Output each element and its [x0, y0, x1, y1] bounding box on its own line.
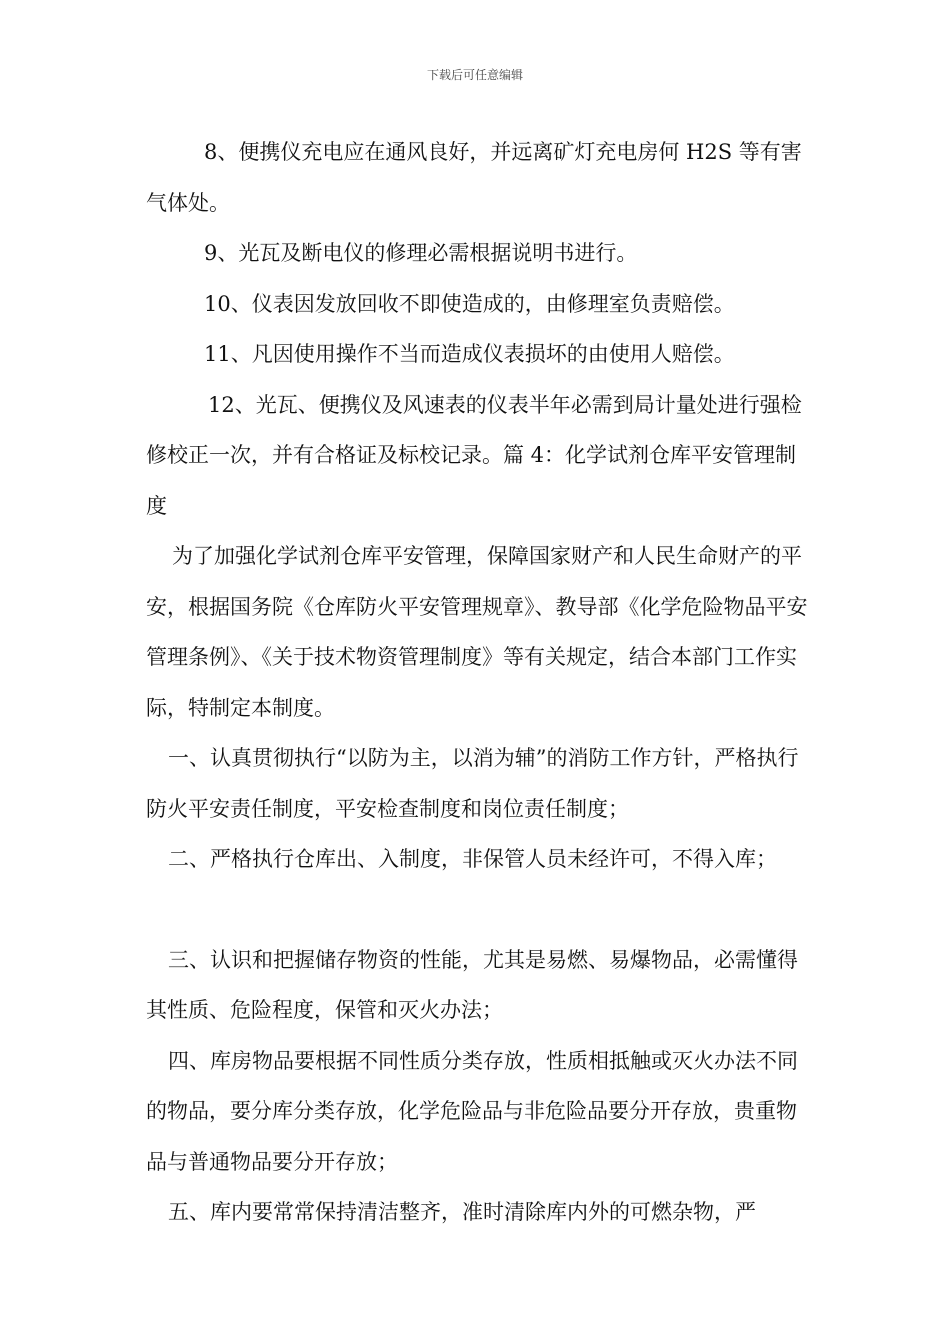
paragraph-9: 9、光瓦及断电仪的修理必需根据说明书进行。: [204, 241, 638, 265]
paragraph-item-4: 四、库房物品要根据不同性质分类存放，性质相抵触或灭火办法不同的物品，要分库分类存放，化学危险品与非危险品要分开存放，贵重物品与普通物品要分开存放；: [146, 1048, 798, 1174]
paragraph-item-2: 二、严格执行仓库出、入制度，非保管人员未经许可，不得入库；: [168, 847, 777, 871]
page-header: 下载后可任意编辑: [426, 68, 523, 82]
spacer: [146, 885, 816, 935]
paragraph-11: 11、凡因使用操作不当而造成仪表损坏的由使用人赔偿。: [204, 342, 735, 366]
paragraph-item-3: 三、认识和把握储存物资的性能，尤其是易燃、易爆物品，必需懂得其性质、危险程度，保管和灭火办法；: [146, 947, 798, 1022]
paragraph-10: 10、仪表因发放回收不即使造成的，由修理室负责赔偿。: [204, 291, 735, 316]
document-body: [146, 127, 816, 1238]
paragraph-12: 12、光瓦、便携仪及风速表的仪表半年必需到局计量处进行强检修校正一次，并有合格证及标校记录。篇 4：化学试剂仓库平安管理制度: [146, 392, 802, 518]
paragraph-8: 8、便携仪充电应在通风良好，并远离矿灯充电房何 H2S 等有害气体处。: [146, 140, 802, 215]
paragraph-item-5: 五、库内要常常保持清洁整齐，准时清除库内外的可燃杂物，严: [168, 1200, 756, 1224]
paragraph-item-1: 一、认真贯彻执行“以防为主，以消为辅”的消防工作方针，严格执行防火平安责任制度，平安检查制度和岗位责任制度；: [146, 746, 799, 821]
paragraph-intro: 为了加强化学试剂仓库平安管理，保障国家财产和人民生命财产的平安，根据国务院《仓库防火平安管理规章》、教导部《化学危险物品平安管理条例》、《关于技术物资管理制度》等有关规定，结合本部门工作实际，特制定本制度。: [146, 544, 808, 720]
